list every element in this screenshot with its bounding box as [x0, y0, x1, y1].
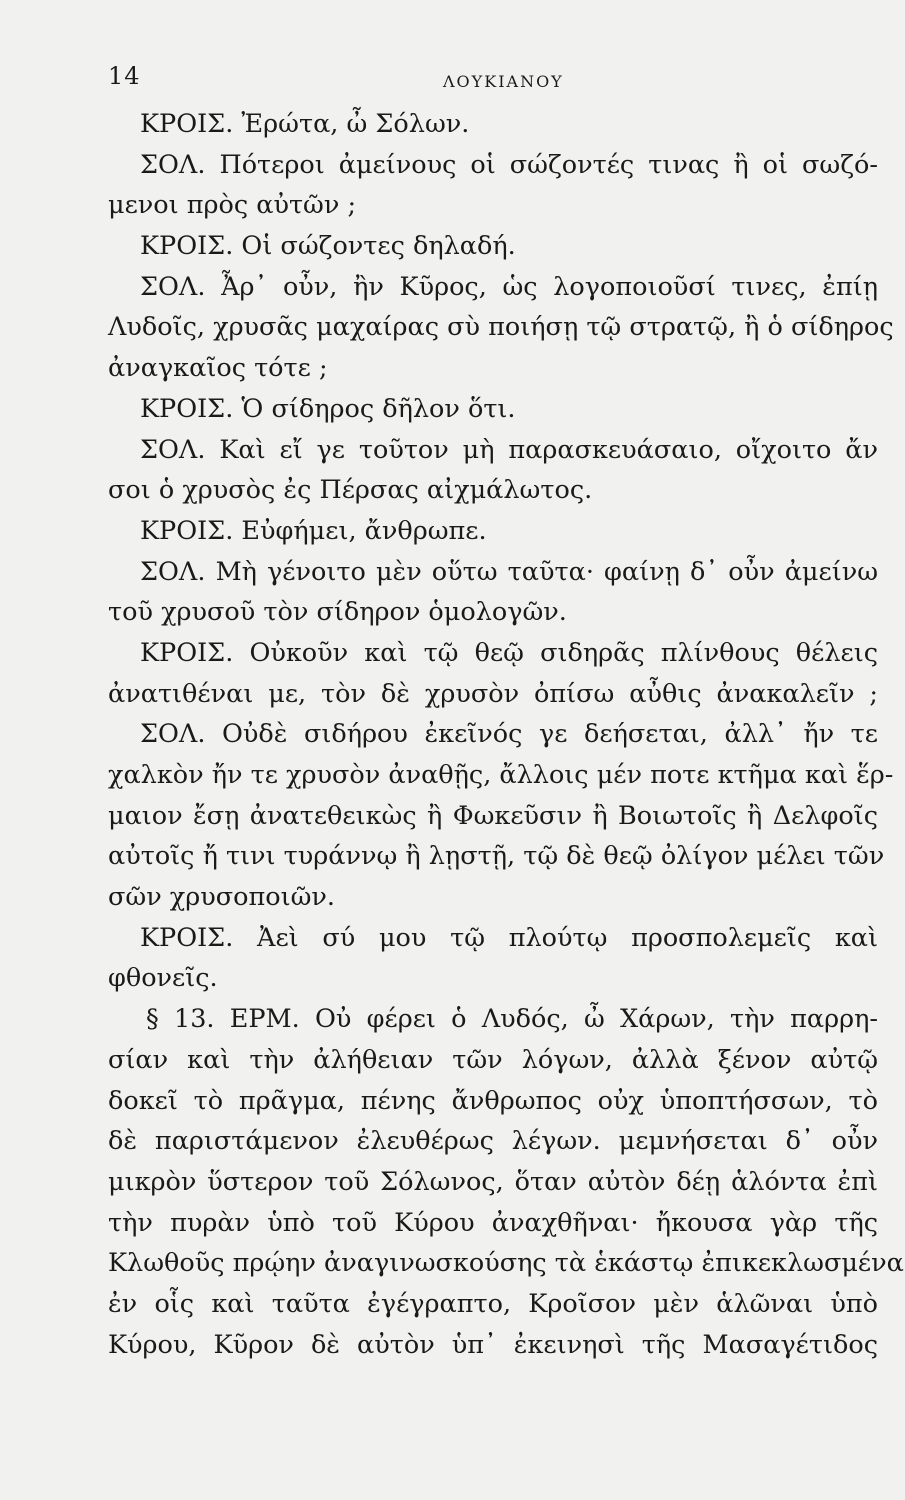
text-line-content: Λυδοῖς, χρυσᾶς μαχαίρας σὺ ποιήσῃ τῷ στρατῷ, ἢ ὁ σίδηρος [108, 312, 894, 343]
text-line [108, 1243, 904, 1284]
text-line-content: σίαν καὶ τὴν ἀλήθειαν τῶν λόγων, ἀλλὰ ξένον αὐτῷ [108, 1044, 878, 1075]
text-line-content: Κλωθοῦς πρῴην ἀναγινωσκούσης τὰ ἑκάστῳ ἐπικεκλωσμένα [108, 1248, 904, 1279]
text-line-content: Κύρου, Κῦρον δὲ αὐτὸν ὑπ᾽ ἐκεινησὶ τῆς Μασαγέτιδος [108, 1329, 878, 1360]
text-line-content: μενοι πρὸς αὐτῶν ; [108, 190, 357, 221]
text-line [108, 592, 878, 633]
text-line [108, 796, 878, 837]
text-line [108, 836, 885, 877]
text-line-content: τὴν πυρὰν ὑπὸ τοῦ Κύρου ἀναχθῆναι· ἤκουσα γὰρ τῆς [108, 1207, 878, 1238]
text-line [108, 226, 878, 267]
text-line-content: ΣΟΛ. Πότεροι ἀμείνους οἱ σώζοντές τινας ἢ οἱ σωζό- [140, 149, 878, 180]
text-line [108, 1040, 878, 1081]
text-line [108, 1284, 878, 1325]
text-line-content: ΚΡΟΙΣ. Εὐφήμει, ἄνθρωπε. [140, 515, 487, 546]
text-line-content: σοι ὁ χρυσὸς ἐς Πέρσας αἰχμάλωτος. [108, 475, 593, 506]
text-line [108, 430, 878, 471]
text-line [108, 348, 878, 389]
text-line-content: ΚΡΟΙΣ. Οὐκοῦν καὶ τῷ θεῷ σιδηρᾶς πλίνθους θέλεις [140, 637, 878, 668]
text-line-content: σῶν χρυσοποιῶν. [108, 882, 336, 913]
text-line [108, 1325, 878, 1366]
text-line [108, 185, 878, 226]
text-line-content: δὲ παριστάμενον ἐλευθέρως λέγων. μεμνήσεται δ᾽ οὖν [108, 1126, 878, 1157]
text-line [108, 1203, 878, 1244]
text-line-content: δοκεῖ τὸ πρᾶγμα, πένης ἄνθρωπος οὐχ ὑποπτήσσων, τὸ [108, 1085, 878, 1116]
text-line [108, 674, 878, 715]
text-line [108, 389, 878, 430]
text-line-content: ΚΡΟΙΣ. Ὁ σίδηρος δῆλον ὅτι. [140, 393, 516, 424]
text-line-content: ΣΟΛ. Οὐδὲ σιδήρου ἐκεῖνός γε δεήσεται, ἀλλ᾽ ἤν τε [140, 719, 878, 750]
text-line-content: ΚΡΟΙΣ. Οἱ σώζοντες δηλαδή. [140, 231, 516, 262]
text-line [108, 877, 878, 918]
text-line [108, 755, 894, 796]
text-line [108, 999, 878, 1040]
text-line [108, 552, 878, 593]
text-line [108, 104, 878, 145]
text-line-content: τοῦ χρυσοῦ τὸν σίδηρον ὁμολογῶν. [108, 597, 567, 628]
text-line-content: ΣΟΛ. Καὶ εἴ γε τοῦτον μὴ παρασκευάσαιο, οἴχοιτο ἄν [140, 434, 878, 465]
text-line [108, 470, 878, 511]
text-line-content: ἀνατιθέναι με, τὸν δὲ χρυσὸν ὀπίσω αὖθις ἀνακαλεῖν ; [108, 678, 878, 709]
text-line-content: χαλκὸν ἤν τε χρυσὸν ἀναθῇς, ἄλλοις μέν ποτε κτῆμα καὶ ἕρ- [108, 760, 894, 790]
text-line-content: ΚΡΟΙΣ. Ἐρώτα, ὦ Σόλων. [140, 109, 470, 139]
text-line [108, 307, 894, 348]
text-line [108, 958, 878, 999]
text-line-content: μαιον ἔσῃ ἀνατεθεικὼς ἢ Φωκεῦσιν ἢ Βοιωτοῖς ἢ Δελφοῖς [108, 800, 878, 831]
text-line-content: § 13. ΕΡΜ. Οὐ φέρει ὁ Λυδός, ὦ Χάρων, τὴν παρρη- [146, 1004, 878, 1035]
text-line-content: φθονεῖς. [108, 963, 218, 994]
text-line-content: ἀναγκαῖος τότε ; [108, 353, 328, 384]
text-line [108, 267, 878, 308]
page-number: 14 [108, 62, 141, 90]
text-line [108, 918, 878, 959]
text-line [108, 714, 878, 755]
body-text [108, 104, 904, 1365]
text-line [108, 1121, 878, 1162]
text-line [108, 511, 878, 552]
text-line [108, 1162, 878, 1203]
text-line [108, 633, 878, 674]
running-title: ΛΟΥΚΙΑΝΟΥ [443, 72, 564, 91]
text-line-content: αὐτοῖς ἤ τινι τυράννῳ ἢ λῃστῇ, τῷ δὲ θεῷ ὀλίγον μέλει τῶν [108, 841, 885, 872]
text-line [108, 1081, 878, 1122]
running-head [108, 62, 878, 102]
text-line [108, 145, 878, 186]
text-line-content: ΚΡΟΙΣ. Ἀεὶ σύ μου τῷ πλούτῳ προσπολεμεῖς καὶ [140, 922, 878, 953]
text-line-content: ΣΟΛ. Μὴ γένοιτο μὲν οὕτω ταῦτα· φαίνῃ δ᾽ οὖν ἀμείνω [140, 556, 878, 587]
text-line-content: μικρὸν ὕστερον τοῦ Σόλωνος, ὅταν αὐτὸν δέῃ ἁλόντα ἐπὶ [108, 1166, 878, 1197]
text-line-content: ΣΟΛ. Ἆρ᾽ οὖν, ἢν Κῦρος, ὡς λογοποιοῦσί τινες, ἐπίῃ [140, 271, 878, 302]
text-line-content: ἐν οἷς καὶ ταῦτα ἐγέγραπτο, Κροῖσον μὲν ἁλῶναι ὑπὸ [108, 1288, 878, 1319]
